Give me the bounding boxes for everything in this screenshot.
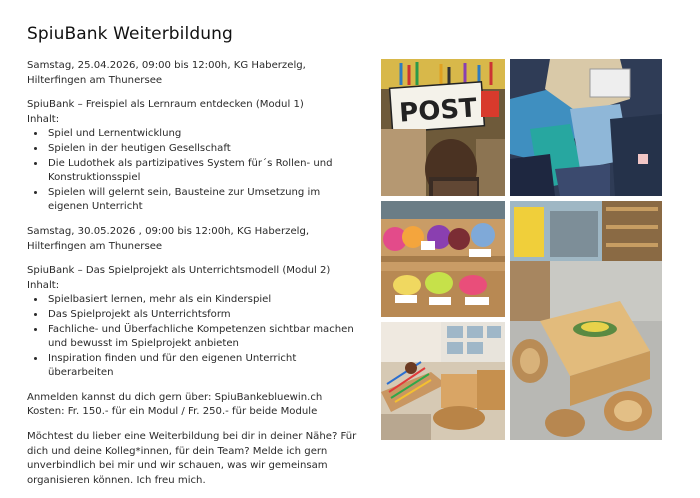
- registration-info: Anmelden kannst du dich gern über: SpiuBankebluewin.ch: [27, 391, 323, 403]
- modul-1-heading: SpiuBank – Freispiel als Lernraum entdecken (Modul 1): [27, 99, 304, 111]
- modul-2-heading: SpiuBank – Das Spielprojekt als Unterrichtsmodell (Modul 2): [27, 265, 331, 277]
- list-item: • Inspiration finden und für den eigenen Unterricht überarbeiten: [46, 352, 363, 381]
- modul-2-inhalt-label: Inhalt:: [27, 279, 60, 291]
- session-2-date: Samstag, 30.05.2026 , 09:00 bis 12:00h, KG Haberzelg, Hilterfingen am Thunersee: [27, 225, 310, 252]
- modul-1-list: [27, 127, 363, 215]
- list-item: • Spiel und Lernentwicklung: [46, 127, 363, 142]
- course-description: [27, 59, 363, 498]
- post-sign-text: POST: [398, 93, 478, 129]
- list-item: • Spielbasiert lernen, mehr als ein Kinderspiel: [46, 293, 363, 308]
- photo-wooden-play-area: [510, 201, 662, 440]
- cost-info: Kosten: Fr. 150.- für ein Modul / Fr. 250.- für beide Module: [27, 406, 318, 418]
- photo-costumes: [510, 59, 662, 196]
- photo-post-sign: [381, 59, 505, 196]
- list-item: • Fachliche- und Überfachliche Kompetenzen sichtbar machen und bewusst im Spielprojekt anbieten: [46, 323, 363, 352]
- list-item: • Das Spielprojekt als Unterrichtsform: [46, 308, 363, 323]
- photo-construction-play: [381, 322, 505, 440]
- list-item: • Spielen in der heutigen Gesellschaft: [46, 142, 363, 157]
- photo-shop-shelf: [381, 201, 505, 317]
- modul-1-inhalt-label: Inhalt:: [27, 113, 60, 125]
- list-item: • Die Ludothek als partizipatives System für´s Rollen- und Konstruktionsspiel: [46, 157, 363, 186]
- session-1-date: Samstag, 25.04.2026, 09:00 bis 12:00h, KG Haberzelg, Hilterfingen am Thunersee: [27, 60, 306, 86]
- list-item: • Spielen will gelernt sein, Bausteine zur Umsetzung im eigenen Unterricht: [46, 186, 363, 215]
- modul-2-list: [27, 293, 363, 381]
- page-title: SpiuBank Weiterbildung: [27, 24, 233, 44]
- closing-paragraph: Möchtest du lieber eine Weiterbildung bei dir in deiner Nähe? Für dich und deine Kolleg*innen, für dein Team? Melde ich gern unverbindlich bei mir und wir schauen, was wir gemeinsam organisieren können. Ich freu mich.: [27, 431, 357, 486]
